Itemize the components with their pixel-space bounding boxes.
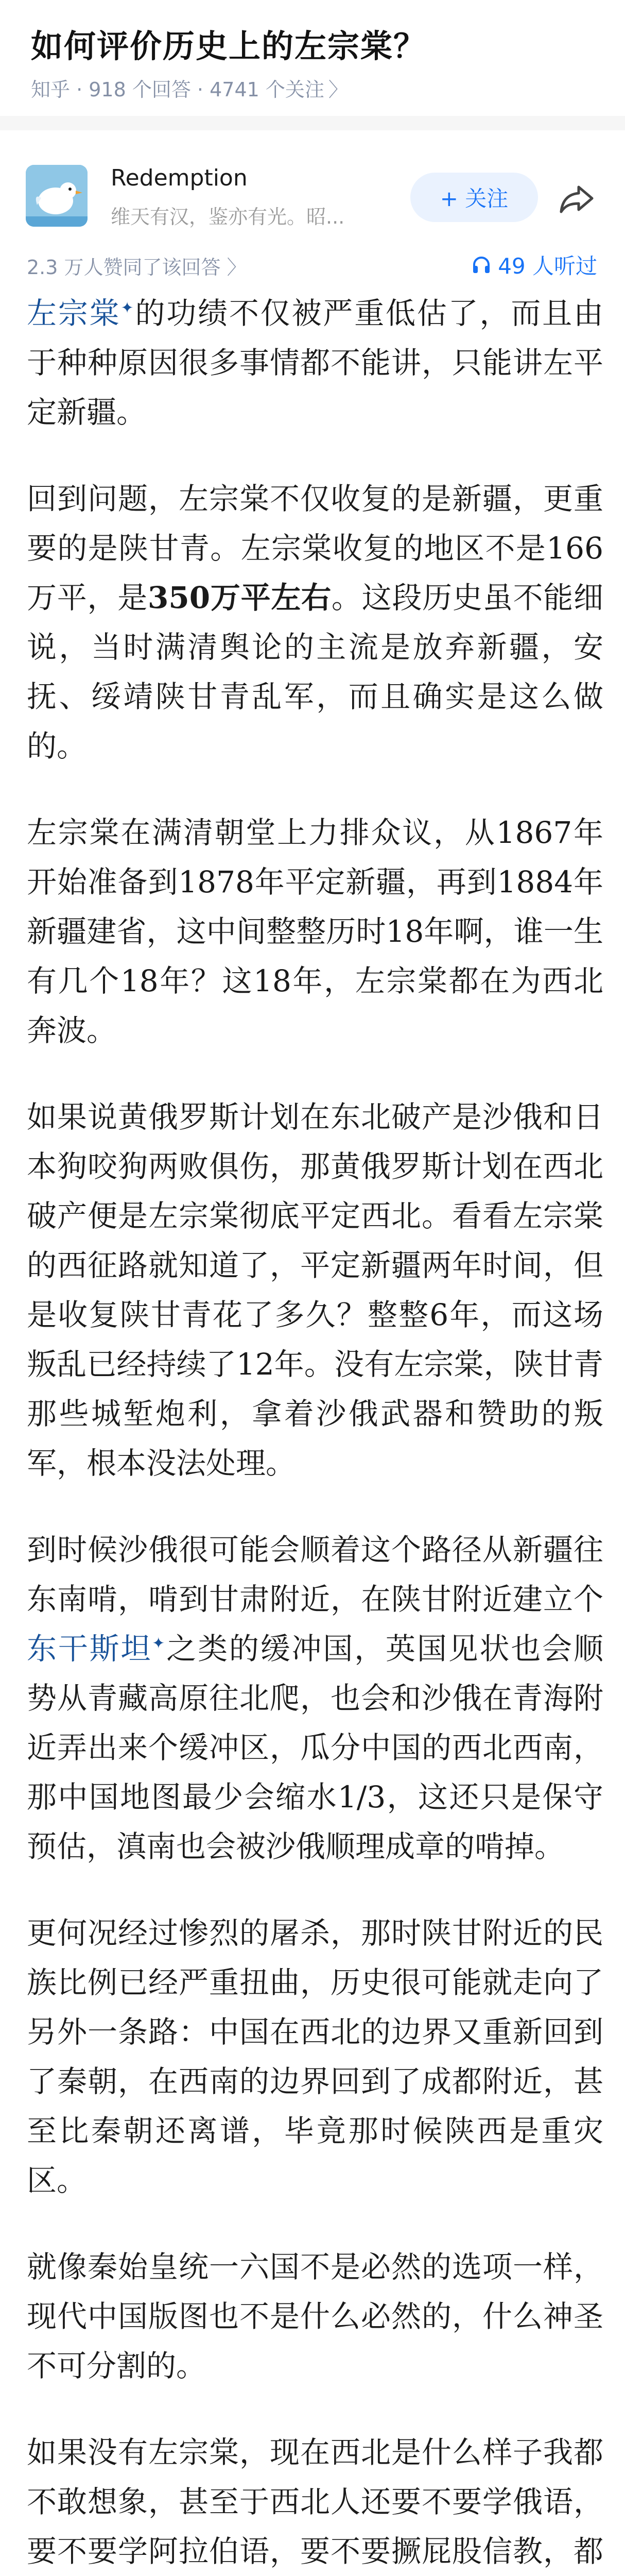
avatar-bird-icon [26,165,88,227]
paragraph-6: 更何况经过惨烈的屠杀，那时陕甘附近的民族比例已经严重扭曲，历史很可能就走向了另外一条路：中国在西北的边界又重新回到了秦朝，在西南的边界回到了成都附近，甚至比秦朝还离谱，毕竟那时候陕西是重灾区。 [27,1916,603,2198]
avatar[interactable] [26,165,88,227]
follow-button[interactable]: + 关注 [410,173,538,222]
paragraph-7: 就像秦始皇统一六国不是必然的选项一样，现代中国版图也不是什么必然的，什么神圣不可分割的。 [27,2249,603,2383]
paragraph-2-text-b: 。这段历史虽不能细说，当时满清舆论的主流是放弃新疆，安抚、绥靖陕甘青乱军，而且确实是这么做的。 [27,580,603,764]
approval-count[interactable]: 2.3 万人赞同了该回答 〉 [27,256,247,279]
paragraph-1-text: 的功绩不仅被严重低估了，而且由于种种原因很多事情都不能讲，只能讲左平定新疆。 [27,296,603,430]
paragraph-2-bold: 350万平左右 [148,580,332,615]
share-icon[interactable] [556,178,597,219]
author-name[interactable]: Redemption [111,165,248,191]
link-zuo-zongtang[interactable]: 左宗棠 [27,296,121,331]
paragraph-5-text-a: 到时候沙俄很可能会顺着这个路径从新疆往东南啃，啃到甘肃附近，在陕甘附近建立个 [27,1532,603,1617]
author-bio: 维天有汉，鉴亦有光。昭... [111,206,345,228]
paragraph-5 [27,1525,603,1871]
paragraph-8: 如果没有左宗棠，现在西北是什么样子我都不敢想象，甚至于西北人还要不要学俄语，要不要学阿拉伯语，要不要撅屁股信教，都 [27,2435,603,2569]
question-meta-text: 知乎 · 918 个回答 · 4741 个关注 [31,78,324,101]
paragraph-5-text-b: 之类的缓冲国，英国见状也会顺势从青藏高原往北爬，也会和沙俄在青海附近弄出来个缓冲区，瓜分中国的西北西南，那中国地图最少会缩水1/3，这还只是保守预估，滇南也会被沙俄顺理成章的啃掉。 [27,1631,603,1864]
paragraph-2-text-a: 回到问题，左宗棠不仅收复的是新疆，更重要的是陕甘青。左宗棠收复的地区不是166万平，是 [27,481,603,615]
answer-content [27,289,603,2576]
link-dungan-state[interactable]: 东干斯坦 [27,1631,152,1666]
answer-stats [0,247,625,278]
question-meta[interactable] [31,74,348,102]
chevron-right-icon: 〉 [328,78,348,101]
search-sparkle-icon[interactable]: ✦ [152,1634,165,1653]
paragraph-3: 左宗棠在满清朝堂上力排众议，从1867年开始准备到1878年平定新疆，再到1884年新疆建省，这中间整整历时18年啊，谁一生有几个18年？这18年，左宗棠都在为西北奔波。 [27,815,603,1048]
listen-count[interactable] [471,249,597,280]
paragraph-4: 如果说黄俄罗斯计划在东北破产是沙俄和日本狗咬狗两败俱伤，那黄俄罗斯计划在西北破产便是左宗棠彻底平定西北。看看左宗棠的西征路就知道了，平定新疆两年时间，但是收复陕甘青花了多久？整整6年，而这场叛乱已经持续了12年。没有左宗棠，陕甘青那些城堑炮利，拿着沙俄武器和赞助的叛军，根本没法处理。 [27,1099,603,1481]
author-card [0,147,625,234]
section-divider [0,116,625,130]
question-title[interactable]: 如何评价历史上的左宗棠？ [31,27,427,65]
paragraph-2 [27,474,603,771]
paragraph-1 [27,289,603,437]
question-header[interactable] [0,0,625,108]
headphone-icon [471,255,492,275]
search-sparkle-icon[interactable]: ✦ [120,299,134,317]
listen-count-label: 49 人听过 [498,253,597,279]
